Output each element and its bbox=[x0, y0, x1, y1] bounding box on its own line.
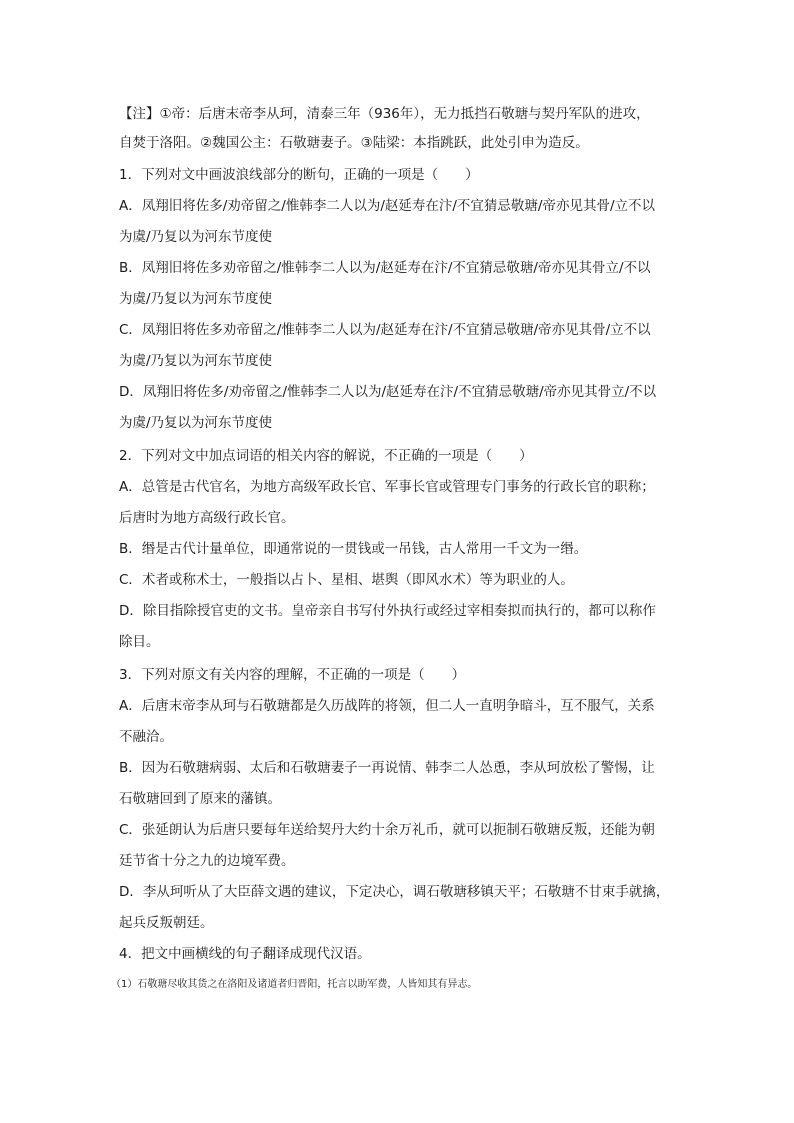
option-line: D．李从珂听从了大臣薛文遇的建议，下定决心，调石敬瑭移镇天平；石敬瑭不甘束手就擒， bbox=[119, 884, 670, 900]
option-line: 为虞/乃复以为河东节度使 bbox=[119, 353, 273, 369]
option-line: 除目。 bbox=[119, 634, 160, 650]
option-line: 后唐时为地方高级行政长官。 bbox=[119, 510, 295, 526]
option-line: C．术者或称术士，一般指以占卜、星相、堪舆（即风水术）等为职业的人。 bbox=[119, 572, 574, 588]
note-line: 自焚于洛阳。②魏国公主：石敬瑭妻子。③陆梁：本指跳跃，此处引申为造反。 bbox=[119, 135, 589, 151]
question-4 bbox=[111, 939, 689, 1000]
question-stem: 3．下列对原文有关内容的理解，不正确的一项是（ ） bbox=[119, 667, 466, 683]
annotation-note bbox=[119, 100, 689, 158]
option-line: B．因为石敬瑭病弱、太后和石敬瑭妻子一再说情、韩李二人怂恿，李从珂放松了警惕，让 bbox=[119, 760, 655, 776]
question-stem: 1．下列对文中画波浪线部分的断句，正确的一项是（ ） bbox=[119, 167, 479, 183]
question-3 bbox=[119, 659, 689, 939]
document-content bbox=[111, 100, 689, 1000]
question-2 bbox=[119, 440, 689, 658]
option-line: 起兵反叛朝廷。 bbox=[119, 915, 214, 931]
question-stem: 2．下列对文中加点词语的相关内容的解说，不正确的一项是（ ） bbox=[119, 448, 533, 464]
option-line: 为虞/乃复以为河东节度使 bbox=[119, 415, 273, 431]
option-line: D．凤翔旧将佐多/劝帝留之/惟韩李二人以为/赵延寿在汴/不宜猜忌敬瑭/帝亦见其骨立/不以 bbox=[119, 384, 657, 400]
option-line: 廷节省十分之九的边境军费。 bbox=[119, 853, 295, 869]
sub-question-1: （1）石敬瑭尽收其货之在洛阳及诸道者归晋阳，托言以助军费，人皆知其有异志。 bbox=[111, 979, 478, 990]
option-line: C．张延朗认为后唐只要每年送给契丹大约十余万礼币，就可以扼制石敬瑭反叛，还能为朝 bbox=[119, 822, 655, 838]
option-line: C．凤翔旧将佐多劝帝留之/惟韩李二人以为/赵延寿在汴/不宜猜忌敬瑭/帝亦见其骨/立不以 bbox=[119, 322, 651, 338]
question-stem: 4．把文中画横线的句子翻译成现代汉语。 bbox=[119, 946, 371, 962]
option-line: D．除目指除授官吏的文书。皇帝亲自书写付外执行或经过宰相奏拟而执行的，都可以称作 bbox=[119, 603, 656, 619]
question-1 bbox=[119, 159, 689, 439]
option-line: A．凤翔旧将佐多/劝帝留之/惟韩李二人以为/赵延寿在汴/不宜猜忌敬瑭/帝亦见其骨/立不以 bbox=[119, 198, 656, 214]
option-line: 不融洽。 bbox=[119, 729, 173, 745]
note-line: 【注】①帝：后唐末帝李从珂，清泰三年（936年），无力抵挡石敬瑭与契丹军队的进攻， bbox=[119, 106, 650, 122]
option-line: B．缗是古代计量单位，即通常说的一贯钱或一吊钱，古人常用一千文为一缗。 bbox=[119, 541, 588, 557]
option-line: B．凤翔旧将佐多劝帝留之/惟韩李二人以为/赵延寿在汴/不宜猜忌敬瑭/帝亦见其骨立/不以 bbox=[119, 260, 651, 276]
option-line: A．总管是古代官名，为地方高级军政长官、军事长官或管理专门事务的行政长官的职称； bbox=[119, 479, 655, 495]
option-line: A．后唐末帝李从珂与石敬瑭都是久历战阵的将领，但二人一直明争暗斗，互不服气，关系 bbox=[119, 698, 655, 714]
option-line: 为虞/乃复以为河东节度使 bbox=[119, 229, 273, 245]
option-line: 为虞/乃复以为河东节度使 bbox=[119, 291, 273, 307]
option-line: 石敬瑭回到了原来的藩镇。 bbox=[119, 791, 281, 807]
